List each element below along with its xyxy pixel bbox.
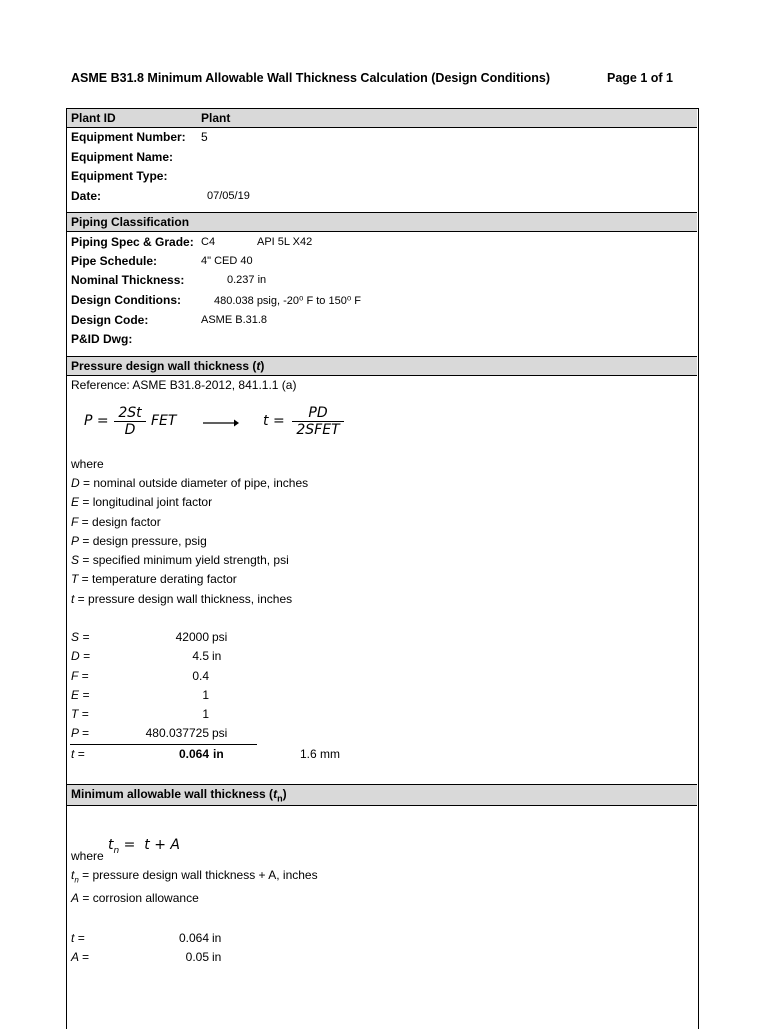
result-value: 0.064: [178, 747, 209, 761]
definition-row: [71, 553, 308, 572]
nominal-thickness-value: 0.237 in: [227, 274, 267, 286]
value-row: [71, 707, 271, 726]
definition-text: = temperature derating factor: [78, 572, 237, 587]
sum-rule: [70, 744, 257, 745]
min-equation: [108, 837, 180, 856]
pressure-title-suffix: ): [260, 359, 265, 373]
equipment-header-band: [67, 108, 697, 128]
pressure-title-prefix: Pressure design wall thickness (: [71, 359, 257, 373]
design-conditions-label: Design Conditions:: [71, 293, 181, 307]
definition-row: [71, 476, 308, 495]
design-code-label: Design Code:: [71, 313, 149, 327]
equipment-number-label: Equipment Number:: [71, 130, 186, 144]
value-var: P =: [71, 726, 89, 741]
reference-text: Reference: ASME B31.8-2012, 841.1.1 (a): [71, 378, 297, 392]
definition-text: = pressure design wall thickness, inches: [74, 591, 293, 606]
value-row: [71, 950, 271, 969]
eq1-rest: FET: [151, 413, 177, 429]
value-unit: in: [212, 931, 222, 945]
definition-var: P: [71, 533, 80, 548]
value-number: 0.064: [178, 931, 209, 945]
definition-var: E: [71, 495, 80, 510]
definition-text: = design factor: [78, 514, 161, 529]
eq2-denominator: 2SFET: [296, 422, 340, 438]
definitions-list: [71, 476, 308, 611]
arrow-right-icon: [203, 418, 239, 428]
eq2-lhs: t =: [263, 413, 285, 429]
definition-var: S: [71, 553, 80, 568]
definition-row: [71, 515, 308, 534]
equipment-name-label: Equipment Name:: [71, 150, 174, 164]
value-row: [71, 669, 271, 688]
date-label: Date:: [71, 189, 102, 203]
value-var: S =: [71, 630, 90, 644]
min-def-tn: [71, 868, 318, 884]
minimum-thickness-band: [67, 784, 697, 806]
piping-grade-value: API 5L X42: [257, 236, 313, 248]
definition-row: [71, 534, 308, 553]
value-number: 1: [202, 707, 209, 722]
plant-id-value: Plant: [201, 111, 231, 125]
value-number: 1: [202, 687, 209, 702]
definition-row: [71, 572, 308, 591]
pipe-schedule-value: 4" CED 40: [201, 255, 253, 267]
value-var: T =: [71, 707, 89, 722]
eq1-fraction: [114, 405, 146, 438]
result-var: t =: [71, 747, 85, 761]
piping-classification-band: [67, 212, 697, 232]
equipment-type-label: Equipment Type:: [71, 169, 168, 183]
definition-var: D: [71, 476, 80, 490]
piping-spec-value: C4: [201, 236, 216, 248]
result-mm: 1.6 mm: [300, 747, 341, 761]
eq2-fraction: [292, 405, 344, 438]
min-title-var: t: [273, 787, 278, 801]
definition-row: [71, 592, 308, 611]
value-number: 4.5: [192, 649, 209, 664]
page-number: Page 1 of 1: [607, 71, 673, 85]
eq1-lhs: P =: [84, 413, 109, 429]
document-title: ASME B31.8 Minimum Allowable Wall Thickness Calculation (Design Conditions): [71, 71, 550, 85]
min-def-tn-text: = pressure design wall thickness + A, inches: [78, 868, 318, 882]
value-row: [71, 649, 271, 668]
min-values-list: [71, 931, 271, 970]
min-title-prefix: Minimum allowable wall thickness (: [71, 787, 274, 801]
definition-var: T: [71, 572, 79, 587]
min-eq-sub: n: [113, 845, 120, 856]
definition-row: [71, 495, 308, 514]
value-row: [71, 726, 271, 745]
min-def-tn-var: t: [71, 868, 75, 882]
min-def-a-text: = corrosion allowance: [79, 891, 199, 905]
minimum-thickness-title: [71, 787, 287, 803]
eq1-numerator: 2St: [114, 405, 146, 422]
min-where-label: where: [71, 849, 104, 863]
min-eq-var: t: [108, 837, 114, 853]
min-title-sub: n: [277, 793, 283, 804]
piping-classification-title: Piping Classification: [71, 215, 190, 229]
value-row: [71, 630, 271, 649]
value-var: A =: [71, 950, 89, 965]
value-number: 0.4: [192, 668, 209, 683]
result-unit: in: [213, 747, 224, 761]
result-row: [71, 747, 85, 761]
pressure-title-var: t: [256, 359, 261, 373]
definition-text: = specified minimum yield strength, psi: [79, 553, 289, 568]
eq2-numerator: PD: [292, 405, 344, 422]
design-code-value: ASME B.31.8: [201, 314, 268, 326]
date-value: 07/05/19: [207, 190, 250, 202]
value-unit: in: [212, 649, 222, 664]
pid-dwg-label: P&ID Dwg:: [71, 332, 133, 346]
value-number: 42000: [175, 630, 209, 644]
pressure-values-list: [71, 630, 271, 746]
definition-var: F: [71, 514, 79, 529]
min-eq-rhs: = t + A: [119, 837, 180, 853]
eq1-denominator: D: [124, 422, 136, 438]
value-row: [71, 688, 271, 707]
value-number: 480.037725: [145, 726, 209, 741]
definition-text: = longitudinal joint factor: [79, 495, 213, 510]
min-def-a-var: A: [71, 891, 80, 905]
min-def-a: [71, 891, 199, 905]
equipment-number-value: 5: [201, 130, 208, 144]
piping-spec-label: Piping Spec & Grade:: [71, 235, 194, 249]
value-row: [71, 931, 271, 950]
pipe-schedule-label: Pipe Schedule:: [71, 254, 158, 268]
value-number: 0.05: [185, 950, 209, 965]
definition-var: t: [71, 591, 75, 606]
definition-text: = design pressure, psig: [79, 533, 207, 548]
value-var: E =: [71, 687, 90, 702]
design-conditions-value: 480.038 psig, -20⁰ F to 150⁰ F: [214, 295, 362, 307]
pressure-design-title: [71, 359, 264, 373]
value-unit: psi: [212, 630, 228, 644]
value-unit: in: [212, 950, 222, 965]
value-var: t =: [71, 931, 85, 945]
nominal-thickness-label: Nominal Thickness:: [71, 273, 185, 287]
value-var: F =: [71, 668, 89, 683]
where-label: where: [71, 457, 104, 471]
pressure-design-band: [67, 356, 697, 376]
value-var: D =: [71, 649, 91, 664]
value-unit: psi: [212, 726, 228, 741]
plant-id-label: Plant ID: [71, 111, 116, 125]
min-def-tn-sub: n: [74, 875, 79, 885]
definition-text: = nominal outside diameter of pipe, inches: [79, 476, 309, 490]
min-title-suffix: ): [282, 787, 287, 801]
